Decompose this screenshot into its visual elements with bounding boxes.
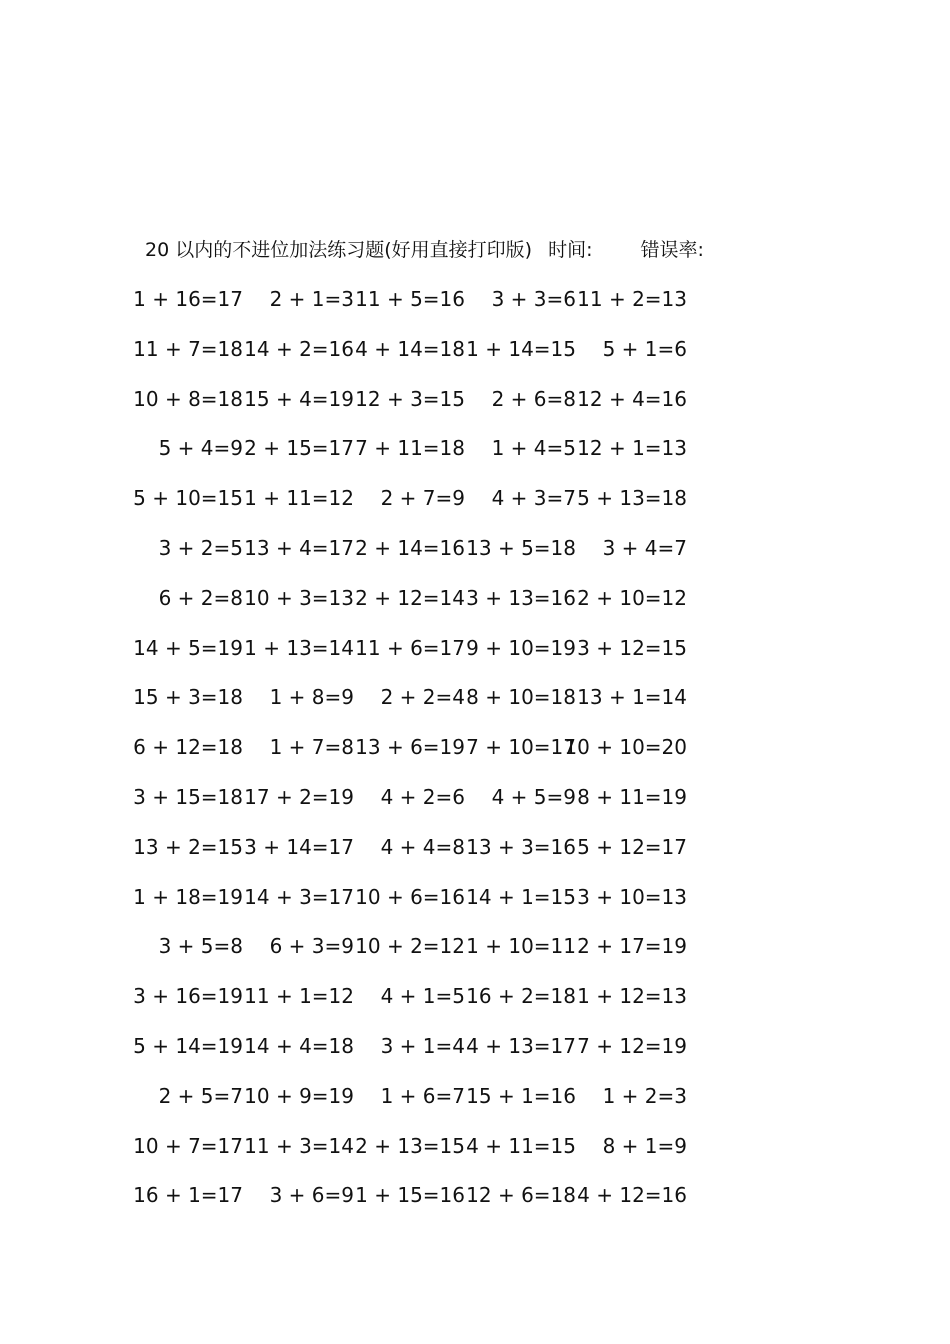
problem-row — [0, 732, 950, 782]
problem-row — [0, 1031, 950, 1081]
worksheet-header — [145, 236, 845, 264]
addition-problem: 1 + 18=19 — [133, 884, 243, 909]
addition-problem: 1 + 6=7 — [380, 1083, 465, 1108]
addition-problem: 11 + 7=18 — [133, 336, 243, 361]
addition-problem: 10 + 6=16 — [355, 884, 465, 909]
addition-problem: 7 + 12=19 — [577, 1033, 687, 1058]
problem-row — [0, 882, 950, 932]
addition-problem: 5 + 10=15 — [133, 486, 243, 511]
problem-row — [0, 533, 950, 583]
addition-problem: 3 + 15=18 — [133, 784, 243, 809]
addition-problem: 2 + 12=14 — [355, 585, 465, 610]
problem-row — [0, 931, 950, 981]
addition-problem: 12 + 3=15 — [355, 386, 465, 411]
problem-grid — [0, 284, 950, 1230]
problem-row — [0, 583, 950, 633]
addition-problem: 2 + 14=16 — [355, 535, 465, 560]
addition-problem: 8 + 1=9 — [602, 1133, 687, 1158]
problem-row — [0, 633, 950, 683]
problem-row — [0, 384, 950, 434]
addition-problem: 3 + 10=13 — [577, 884, 687, 909]
problem-row — [0, 483, 950, 533]
worksheet-title: 20 以内的不进位加法练习题(好用直接打印版) — [145, 239, 533, 261]
addition-problem: 5 + 1=6 — [602, 336, 687, 361]
addition-problem: 11 + 5=16 — [355, 287, 465, 311]
addition-problem: 1 + 12=13 — [577, 984, 687, 1009]
addition-problem: 14 + 4=18 — [244, 1033, 354, 1058]
problem-row — [0, 284, 950, 334]
addition-problem: 13 + 5=18 — [466, 535, 576, 560]
addition-problem: 5 + 14=19 — [133, 1033, 243, 1058]
problem-row — [0, 334, 950, 384]
addition-problem: 1 + 13=14 — [244, 635, 354, 660]
addition-problem: 17 + 2=19 — [244, 784, 354, 809]
addition-problem: 4 + 3=7 — [491, 486, 576, 511]
addition-problem: 10 + 7=17 — [133, 1133, 243, 1158]
addition-problem: 2 + 5=7 — [158, 1083, 243, 1108]
problem-row — [0, 832, 950, 882]
addition-problem: 7 + 11=18 — [355, 436, 465, 461]
addition-problem: 1 + 10=11 — [466, 934, 576, 959]
problem-row — [0, 682, 950, 732]
addition-problem: 11 + 1=12 — [244, 984, 354, 1009]
addition-problem: 3 + 13=16 — [466, 585, 576, 610]
addition-problem: 13 + 4=17 — [244, 535, 354, 560]
addition-problem: 2 + 13=15 — [355, 1133, 465, 1158]
addition-problem: 3 + 1=4 — [380, 1033, 465, 1058]
addition-problem: 5 + 4=9 — [158, 436, 243, 461]
addition-problem: 12 + 4=16 — [577, 386, 687, 411]
addition-problem: 1 + 11=12 — [244, 486, 354, 511]
addition-problem: 11 + 6=17 — [355, 635, 465, 660]
addition-problem: 10 + 3=13 — [244, 585, 354, 610]
addition-problem: 16 + 1=17 — [133, 1183, 243, 1208]
addition-problem: 3 + 14=17 — [244, 834, 354, 859]
addition-problem: 3 + 12=15 — [577, 635, 687, 660]
addition-problem: 1 + 15=16 — [355, 1183, 465, 1208]
addition-problem: 13 + 6=19 — [355, 735, 465, 760]
addition-problem: 12 + 1=13 — [577, 436, 687, 461]
addition-problem: 15 + 1=16 — [466, 1083, 576, 1108]
problem-row — [0, 433, 950, 483]
addition-problem: 3 + 6=9 — [269, 1183, 354, 1208]
addition-problem: 6 + 12=18 — [133, 735, 243, 760]
addition-problem: 3 + 5=8 — [158, 934, 243, 959]
addition-problem: 2 + 2=4 — [380, 685, 465, 710]
addition-problem: 9 + 10=19 — [466, 635, 576, 660]
addition-problem: 14 + 3=17 — [244, 884, 354, 909]
addition-problem: 4 + 12=16 — [577, 1183, 687, 1208]
addition-problem: 13 + 2=15 — [133, 834, 243, 859]
addition-problem: 1 + 7=8 — [269, 735, 354, 760]
addition-problem: 3 + 16=19 — [133, 984, 243, 1009]
addition-problem: 13 + 3=16 — [466, 834, 576, 859]
problem-row — [0, 1180, 950, 1230]
addition-problem: 2 + 10=12 — [577, 585, 687, 610]
addition-problem: 2 + 15=17 — [244, 436, 354, 461]
addition-problem: 4 + 11=15 — [466, 1133, 576, 1158]
addition-problem: 11 + 3=14 — [244, 1133, 354, 1158]
addition-problem: 1 + 4=5 — [491, 436, 576, 461]
addition-problem: 12 + 6=18 — [466, 1183, 576, 1208]
addition-problem: 10 + 2=12 — [355, 934, 465, 959]
addition-problem: 8 + 10=18 — [466, 685, 576, 710]
addition-problem: 2 + 7=9 — [380, 486, 465, 511]
addition-problem: 3 + 4=7 — [602, 535, 687, 560]
addition-problem: 3 + 2=5 — [158, 535, 243, 560]
addition-problem: 4 + 13=17 — [466, 1033, 576, 1058]
addition-problem: 16 + 2=18 — [466, 984, 576, 1009]
addition-problem: 1 + 14=15 — [466, 336, 576, 361]
addition-problem: 13 + 1=14 — [577, 685, 687, 710]
addition-problem: 14 + 2=16 — [244, 336, 354, 361]
problem-row — [0, 782, 950, 832]
addition-problem: 2 + 6=8 — [491, 386, 576, 411]
addition-problem: 8 + 11=19 — [577, 784, 687, 809]
addition-problem: 2 + 17=19 — [577, 934, 687, 959]
addition-problem: 11 + 2=13 — [577, 287, 687, 311]
addition-problem: 10 + 10=20 — [564, 735, 687, 760]
addition-problem: 4 + 2=6 — [380, 784, 465, 809]
addition-problem: 15 + 4=19 — [244, 386, 354, 411]
addition-problem: 14 + 5=19 — [133, 635, 243, 660]
addition-problem: 4 + 4=8 — [380, 834, 465, 859]
addition-problem: 4 + 14=18 — [355, 336, 465, 361]
addition-problem: 10 + 9=19 — [244, 1083, 354, 1108]
addition-problem: 1 + 2=3 — [602, 1083, 687, 1108]
addition-problem: 5 + 13=18 — [577, 486, 687, 511]
addition-problem: 15 + 3=18 — [133, 685, 243, 710]
addition-problem: 1 + 8=9 — [269, 685, 354, 710]
error-rate-label: 错误率: — [640, 239, 704, 261]
addition-problem: 7 + 10=17 — [466, 735, 576, 760]
addition-problem: 5 + 12=17 — [577, 834, 687, 859]
addition-problem: 6 + 2=8 — [158, 585, 243, 610]
problem-row — [0, 1081, 950, 1131]
addition-problem: 4 + 5=9 — [491, 784, 576, 809]
problem-row — [0, 981, 950, 1031]
addition-problem: 14 + 1=15 — [466, 884, 576, 909]
addition-problem: 6 + 3=9 — [269, 934, 354, 959]
addition-problem: 10 + 8=18 — [133, 386, 243, 411]
problem-row — [0, 1131, 950, 1181]
addition-problem: 3 + 3=6 — [491, 287, 576, 311]
time-label: 时间: — [548, 239, 593, 261]
addition-problem: 4 + 1=5 — [380, 984, 465, 1009]
addition-problem: 1 + 16=17 — [133, 287, 243, 311]
addition-problem: 2 + 1=3 — [269, 287, 354, 311]
